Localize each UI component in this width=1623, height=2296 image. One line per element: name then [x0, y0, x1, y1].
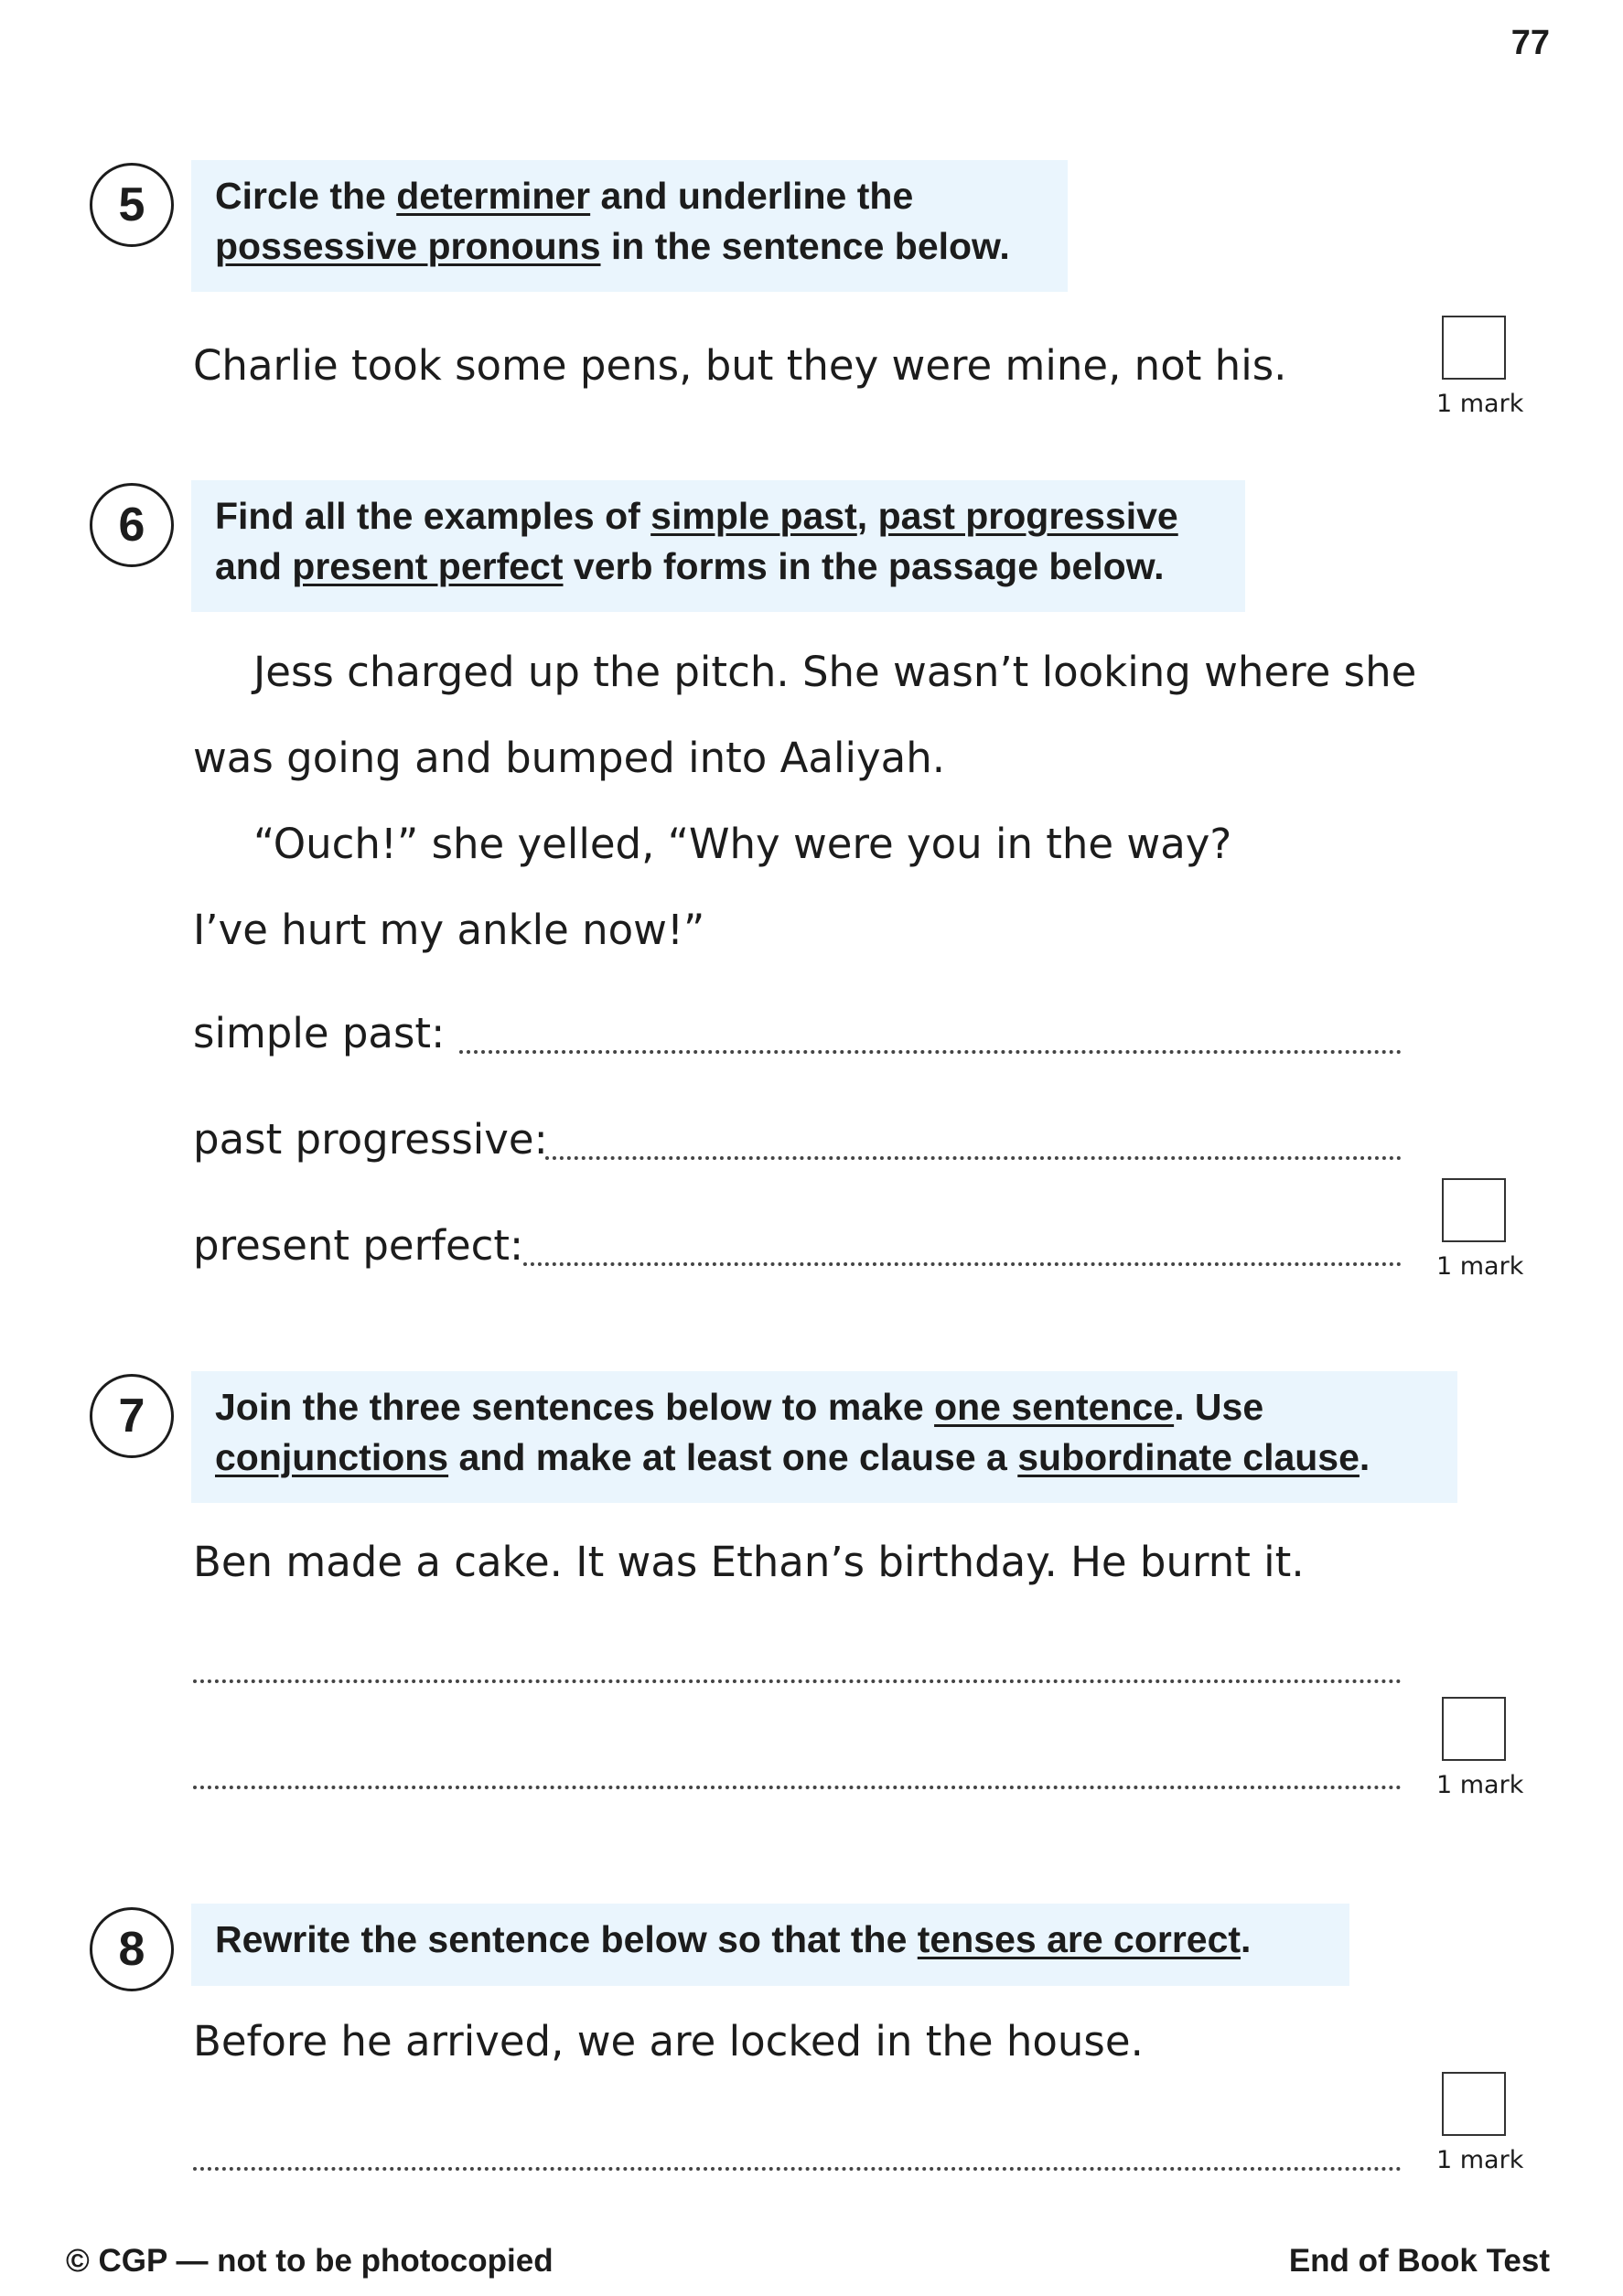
mark-box-q8[interactable] [1442, 2072, 1506, 2136]
passage-line: I’ve hurt my ankle now!” [193, 906, 705, 954]
instruction-text: in the sentence below. [600, 225, 1010, 267]
question-8-sentence: Before he arrived, we are locked in the house. [193, 2017, 1144, 2065]
question-7-answer-line-1[interactable] [193, 1679, 1402, 1683]
key-term: present perfect [292, 545, 564, 587]
passage-line: Jess charged up the pitch. She wasn’t looking where she [253, 648, 1417, 696]
question-number-7: 7 [90, 1374, 174, 1458]
mark-box-q7[interactable] [1442, 1697, 1506, 1761]
passage-line: “Ouch!” she yelled, “Why were you in the way? [253, 820, 1232, 868]
question-5-instruction [191, 160, 1068, 292]
mark-box-q6[interactable] [1442, 1178, 1506, 1242]
instruction-text: Find all the examples of [215, 495, 651, 537]
question-number-8: 8 [90, 1907, 174, 1991]
simple-past-label: simple past: [193, 1009, 446, 1057]
instruction-text: , [856, 495, 878, 537]
passage-line: was going and bumped into Aaliyah. [193, 734, 946, 782]
question-5-sentence: Charlie took some pens, but they were mine, not his. [193, 341, 1287, 390]
present-perfect-label: present perfect: [193, 1221, 524, 1270]
past-progressive-answer-line[interactable] [545, 1156, 1402, 1160]
question-6-passage [193, 629, 1428, 973]
key-term: subordinate clause [1017, 1436, 1360, 1478]
instruction-text: and underline the [590, 175, 914, 217]
mark-label-q8: 1 mark [1436, 2146, 1524, 2174]
key-term: past progressive [877, 495, 1178, 537]
question-8-answer-line[interactable] [193, 2167, 1402, 2171]
question-8-instruction [191, 1904, 1349, 1986]
key-term: simple past [650, 495, 857, 537]
question-6-instruction [191, 480, 1245, 612]
key-term: one sentence [934, 1386, 1175, 1428]
question-7-instruction [191, 1371, 1457, 1503]
instruction-text: and [215, 545, 293, 587]
copyright-footer: © CGP — not to be photocopied [66, 2243, 554, 2279]
instruction-text: . [1241, 1918, 1252, 1960]
instruction-text: verb forms in the passage below. [563, 545, 1165, 587]
instruction-text: Join the three sentences below to make [215, 1386, 935, 1428]
instruction-text: . Use [1174, 1386, 1264, 1428]
question-7-answer-line-2[interactable] [193, 1786, 1402, 1789]
mark-label-q6: 1 mark [1436, 1252, 1524, 1281]
mark-label-q7: 1 mark [1436, 1771, 1524, 1799]
instruction-text: Rewrite the sentence below so that the [215, 1918, 918, 1960]
past-progressive-label: past progressive: [193, 1115, 548, 1164]
question-number-5: 5 [90, 163, 174, 247]
mark-box-q5[interactable] [1442, 316, 1506, 380]
key-term: conjunctions [215, 1436, 449, 1478]
simple-past-answer-line[interactable] [459, 1050, 1402, 1054]
present-perfect-answer-line[interactable] [523, 1262, 1402, 1266]
instruction-text: . [1359, 1436, 1370, 1478]
mark-label-q5: 1 mark [1436, 390, 1524, 418]
key-term: determiner [396, 175, 591, 217]
key-term: possessive pronouns [215, 225, 601, 267]
page-number: 77 [1510, 24, 1550, 62]
instruction-text: Circle the [215, 175, 397, 217]
question-number-6: 6 [90, 483, 174, 567]
section-footer: End of Book Test [1288, 2243, 1550, 2279]
key-term: tenses are correct [917, 1918, 1241, 1960]
instruction-text: and make at least one clause a [448, 1436, 1018, 1478]
question-7-sentence: Ben made a cake. It was Ethan’s birthday. He burnt it. [193, 1538, 1305, 1586]
